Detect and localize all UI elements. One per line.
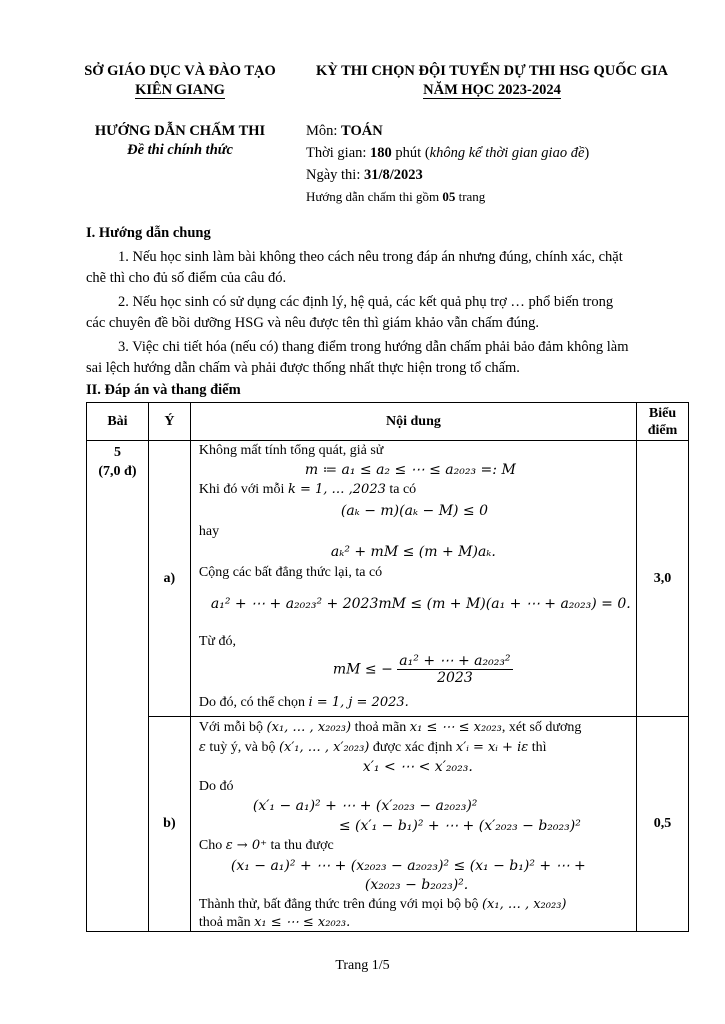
- b-math-3: ≤ (x′₁ − b₁)² + ⋯ + (x′₂₀₂₃ − b₂₀₂₃)²: [338, 818, 581, 834]
- province-name: KIÊN GIANG: [135, 82, 225, 98]
- a-text-3: hay: [198, 524, 220, 539]
- time-note: không kể thời gian giao đề: [429, 145, 585, 161]
- problem-points: (7,0 đ): [98, 464, 137, 479]
- guide-block: [60, 122, 300, 160]
- b-text-4: Cho ε → 0⁺ ta thu được: [198, 838, 334, 853]
- a-math-3: aₖ² + mM ≤ (m + M)aₖ.: [330, 544, 496, 560]
- pages-line: Hướng dẫn chấm thi gồm 05 trang: [306, 189, 486, 204]
- b-text-3: Do đó: [198, 779, 234, 794]
- part-b-content: [190, 717, 636, 932]
- department-name: [60, 62, 300, 100]
- exam-info: [306, 120, 589, 208]
- part-b-score: 0,5: [637, 717, 689, 932]
- part-a-score: 3,0: [637, 441, 689, 717]
- time-line: Thời gian: 180 phút (không kể thời gian giao đề): [306, 145, 590, 161]
- answer-table: [86, 402, 689, 932]
- a-text-1: Không mất tính tổng quát, giả sử: [198, 443, 384, 458]
- time-value: 180: [370, 145, 392, 161]
- part-a-content: [190, 441, 636, 717]
- a-math-1: m ≔ a₁ ≤ a₂ ≤ ⋯ ≤ a₂₀₂₃ =: M: [304, 462, 516, 478]
- exam-title: [292, 62, 692, 100]
- a-fraction: $\frac{\text{a₁² + ⋯ + a₂₀₂₃²}}{2023}$: [399, 653, 511, 686]
- rule-3: 3. Việc chi tiết hóa (nếu có) thang điểm trong hướng dẫn chấm phải bảo đảm không làm sai lệch hướng dẫn chấm và phải được thống nhất thực hiện trong tổ chấm.: [86, 339, 629, 376]
- school-year: NĂM HỌC 2023-2024: [423, 82, 561, 98]
- table-row-a: [87, 441, 689, 717]
- problem-number: 5: [113, 445, 121, 460]
- part-b-label: b): [148, 717, 190, 932]
- date-line: Ngày thi: 31/8/2023: [306, 167, 423, 183]
- b-math-1: x′₁ < ⋯ < x′₂₀₂₃.: [362, 759, 473, 775]
- a-text-5: Từ đó,: [198, 634, 236, 649]
- a-math-4: a₁² + ⋯ + a₂₀₂₃² + 2023mM ≤ (m + M)(a₁ + ⋯ + a₂₀₂₃) = 0.: [210, 596, 631, 612]
- header-bai: Bài: [87, 403, 149, 441]
- guide-subtitle: Đề thi chính thức: [127, 142, 233, 158]
- a-math-2: (aₖ − m)(aₖ − M) ≤ 0: [340, 503, 489, 519]
- section-1-body: [86, 247, 689, 379]
- rule-2: 2. Nếu học sinh có sử dụng các định lý, hệ quả, các kết quả phụ trợ … phổ biến trong các chuyên đề bồi dưỡng HSG và nêu được tên thì giám khảo vẫn chấm đúng.: [86, 294, 614, 331]
- b-text-6: thoả mãn x₁ ≤ ⋯ ≤ x₂₀₂₃.: [198, 915, 351, 930]
- pages-value: 05: [442, 189, 456, 204]
- a-text-6: Do đó, có thể chọn i = 1, j = 2023.: [198, 695, 409, 710]
- b-math-4: (x₁ − a₁)² + ⋯ + (x₂₀₂₃ − a₂₀₂₃)² ≤ (x₁ − b₁)² + ⋯ +: [230, 858, 586, 874]
- table-header-row: [87, 403, 689, 441]
- b-text-1: Với mỗi bộ (x₁, … , x₂₀₂₃) thoả mãn x₁ ≤ ⋯ ≤ x₂₀₂₃, xét số dương: [198, 720, 582, 735]
- exam-title-line-2: [292, 81, 692, 100]
- a-text-4: Cộng các bất đẳng thức lại, ta có: [198, 565, 383, 580]
- department-line-1: SỞ GIÁO DỤC VÀ ĐÀO TẠO: [84, 63, 276, 79]
- table-row-b: [87, 717, 689, 932]
- page-number: Trang 1/5: [335, 958, 390, 973]
- subject-line: Môn: TOÁN: [306, 123, 383, 139]
- a-text-2: Khi đó với mỗi k = 1, … ,2023 ta có: [198, 482, 417, 497]
- b-text-2: ε tuỳ ý, và bộ (x′₁, … , x′₂₀₂₃) được xác định x′ᵢ = xᵢ + iε thì: [198, 740, 547, 755]
- header-content: Nội dung: [190, 403, 636, 441]
- part-a-label: a): [148, 441, 190, 717]
- header-score: Biểu điểm: [637, 403, 689, 441]
- guide-title: HƯỚNG DẪN CHẤM THI: [94, 123, 266, 139]
- b-text-5: Thành thử, bất đẳng thức trên đúng với mọi bộ bộ (x₁, … , x₂₀₂₃): [198, 897, 567, 912]
- subject-value: TOÁN: [341, 123, 383, 139]
- section-2-title: II. Đáp án và thang điểm: [86, 382, 241, 398]
- section-1-title: I. Hướng dẫn chung: [86, 225, 211, 241]
- b-math-2: (x′₁ − a₁)² + ⋯ + (x′₂₀₂₃ − a₂₀₂₃)²: [252, 798, 478, 814]
- problem-cell: [87, 441, 149, 932]
- rule-1: 1. Nếu học sinh làm bài không theo cách nêu trong đáp án nhưng đúng, chính xác, chặt chẽ thì cho đủ số điểm của câu đó.: [86, 249, 623, 286]
- header-y: Ý: [148, 403, 190, 441]
- date-value: 31/8/2023: [364, 167, 423, 183]
- b-math-5: (x₂₀₂₃ − b₂₀₂₃)².: [364, 877, 469, 893]
- a-math-5: mM ≤ − $\frac{\text{a₁² + ⋯ + a₂₀₂₃²}}{2023}$: [332, 653, 511, 686]
- department-line-2: [60, 81, 300, 100]
- exam-title-line-1: KỲ THI CHỌN ĐỘI TUYỂN DỰ THI HSG QUỐC GIA: [316, 63, 668, 79]
